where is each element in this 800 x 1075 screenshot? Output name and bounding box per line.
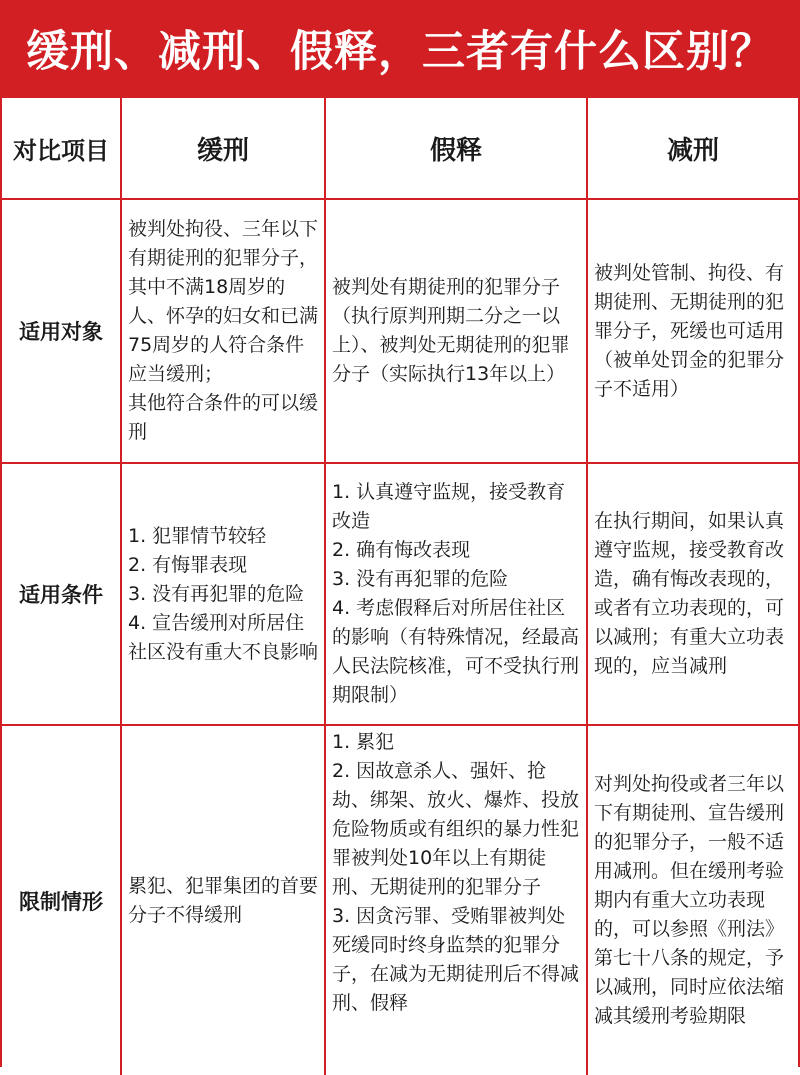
cell-text: 2. 确有悔改表现: [332, 539, 471, 561]
cell-text: 4. 宣告缓刑对所居住社区没有重大不良影响: [128, 611, 319, 663]
row-label: 适用条件: [2, 464, 122, 726]
comparison-table-frame: [0, 96, 800, 1067]
header-commutation: 减刑: [588, 98, 798, 200]
cell-text: 在执行期间，如果认真遵守监规，接受教育改造，确有悔改表现的，或者有立功表现的，可以减刑；有重大立功表现的，应当减刑: [594, 510, 785, 677]
cell-text: 被判处管制、拘役、有期徒刑、无期徒刑的犯罪分子，死缓也可适用（被单处罚金的犯罪分子不适用）: [594, 261, 785, 400]
cell-text: 被判处拘役、三年以下有期徒刑的犯罪分子，其中不满18周岁的人、怀孕的妇女和已满75周岁的人符合条件应当缓刑；: [128, 218, 319, 385]
table-row-restrictions: [2, 726, 798, 1075]
probation-cell: [122, 464, 326, 726]
cell-text: 对判处拘役或者三年以下有期徒刑、宣告缓刑的犯罪分子，一般不适用减刑。但在缓刑考验期内有重大立功表现的，可以参照《刑法》第七十八条的规定，予以减刑，同时应依法缩减其缓刑考验期限: [594, 773, 785, 1027]
table-row-applicable-subjects: [2, 200, 798, 464]
commutation-cell: [588, 726, 798, 1075]
cell-text: 3. 没有再犯罪的危险: [128, 582, 305, 605]
cell-text: 2. 因故意杀人、强奸、抢劫、绑架、放火、爆炸、投放危险物质或有组织的暴力性犯罪被判处10年以上有期徒刑、无期徒刑的犯罪分子: [332, 760, 580, 898]
cell-text: 2. 有悔罪表现: [128, 553, 248, 576]
parole-cell: [326, 200, 588, 464]
header-comparison-item: 对比项目: [2, 98, 122, 200]
probation-cell: [122, 726, 326, 1075]
parole-cell: [326, 726, 588, 1075]
cell-text: 1. 累犯: [332, 731, 395, 753]
header-parole: 假释: [326, 98, 588, 200]
comparison-table: [2, 98, 798, 1075]
table-header-row: [2, 98, 798, 200]
cell-text: 3. 因贪污罪、受贿罪被判处死缓同时终身监禁的犯罪分子，在减为无期徒刑后不得减刑、假释: [332, 905, 580, 1014]
parole-cell: [326, 464, 588, 726]
cell-text: 1. 犯罪情节较轻: [128, 524, 267, 547]
probation-cell: [122, 200, 326, 464]
commutation-cell: [588, 200, 798, 464]
commutation-cell: [588, 464, 798, 726]
row-label: 限制情形: [2, 726, 122, 1075]
row-label: 适用对象: [2, 200, 122, 464]
cell-text: 4. 考虑假释后对所居住社区的影响（有特殊情况，经最高人民法院核准，可不受执行刑期限制）: [332, 597, 580, 706]
cell-text: 被判处有期徒刑的犯罪分子（执行原判刑期二分之一以上）、被判处无期徒刑的犯罪分子（实际执行13年以上）: [332, 276, 570, 385]
table-row-applicable-conditions: [2, 464, 798, 726]
cell-text: 1. 认真遵守监规，接受教育改造: [332, 481, 566, 532]
cell-text: 其他符合条件的可以缓刑: [128, 392, 319, 443]
title-banner: [0, 0, 800, 96]
page-title: 缓刑、减刑、假释，三者有什么区别？: [26, 26, 774, 77]
cell-text: 累犯、犯罪集团的首要分子不得缓刑: [128, 874, 319, 926]
cell-text: 3. 没有再犯罪的危险: [332, 568, 509, 590]
header-probation: 缓刑: [122, 98, 326, 200]
